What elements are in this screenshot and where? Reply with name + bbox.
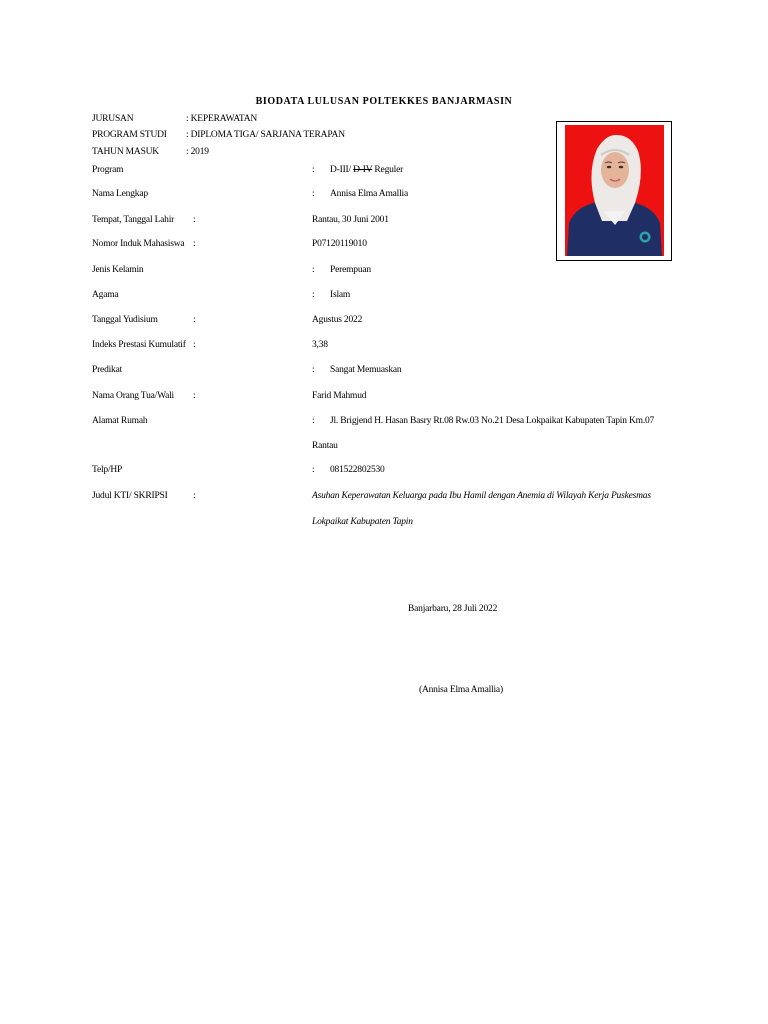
agama-value: Islam bbox=[330, 290, 351, 300]
program-studi-value: : DIPLOMA TIGA/ SARJANA TERAPAN bbox=[186, 130, 345, 140]
student-photo bbox=[565, 125, 664, 256]
judul-value: Asuhan Keperawatan Keluarga pada Ibu Hamil dengan Anemia di Wilayah Kerja Puskesmas bbox=[312, 491, 651, 501]
tanggal-yudisium-value: Agustus 2022 bbox=[312, 315, 363, 325]
tanggal-yudisium-label: Tanggal Yudisium bbox=[92, 315, 158, 325]
jenis-kelamin-value: Perempuan bbox=[330, 265, 371, 275]
telp-colon: : bbox=[312, 465, 315, 475]
jenis-kelamin-label: Jenis Kelamin bbox=[92, 265, 144, 275]
nama-lengkap-value: Annisa Elma Amallia bbox=[330, 189, 408, 199]
program-value-d3: D-III/ bbox=[330, 165, 351, 175]
nim-value: P07120119010 bbox=[312, 239, 367, 249]
nama-lengkap-label: Nama Lengkap bbox=[92, 189, 148, 199]
ttl-colon: : bbox=[193, 215, 196, 225]
telp-value: 081522802530 bbox=[330, 465, 385, 475]
agama-colon: : bbox=[312, 290, 315, 300]
program-label: Program bbox=[92, 165, 124, 175]
predikat-value: Sangat Memuaskan bbox=[330, 365, 402, 375]
signature-place-date: Banjarbaru, 28 Juli 2022 bbox=[408, 604, 498, 614]
signature-name: (Annisa Elma Amallia) bbox=[419, 685, 503, 695]
orang-tua-colon: : bbox=[193, 391, 196, 401]
jurusan-value: : KEPERAWATAN bbox=[186, 114, 258, 124]
telp-label: Telp/HP bbox=[92, 465, 123, 475]
jurusan-label: JURUSAN bbox=[92, 114, 134, 124]
judul-value-line2: Lokpaikat Kabupaten Tapin bbox=[312, 517, 413, 527]
ipk-label: Indeks Prestasi Kumulatif bbox=[92, 340, 186, 350]
predikat-label: Predikat bbox=[92, 365, 123, 375]
tahun-masuk-label: TAHUN MASUK bbox=[92, 147, 159, 157]
tahun-masuk-value: : 2019 bbox=[186, 147, 209, 157]
tanggal-yudisium-colon: : bbox=[193, 315, 196, 325]
orang-tua-label: Nama Orang Tua/Wali bbox=[92, 391, 174, 401]
program-colon: : bbox=[312, 165, 315, 175]
program-value-d4-struck: D-IV bbox=[353, 165, 373, 175]
program-value-reguler: Reguler bbox=[374, 165, 404, 175]
alamat-value-line2: Rantau bbox=[312, 441, 338, 451]
judul-colon: : bbox=[193, 491, 196, 501]
predikat-colon: : bbox=[312, 365, 315, 375]
ipk-colon: : bbox=[193, 340, 196, 350]
orang-tua-value: Farid Mahmud bbox=[312, 391, 367, 401]
alamat-value: Jl. Brigjend H. Hasan Basry Rt.08 Rw.03 No.21 Desa Lokpaikat Kabupaten Tapin Km.07 bbox=[330, 416, 655, 426]
agama-label: Agama bbox=[92, 290, 119, 300]
program-studi-label: PROGRAM STUDI bbox=[92, 130, 167, 140]
jenis-kelamin-colon: : bbox=[312, 265, 315, 275]
document-title: BIODATA LULUSAN POLTEKKES BANJARMASIN bbox=[255, 96, 513, 107]
ttl-label: Tempat, Tanggal Lahir bbox=[92, 215, 175, 225]
program-value bbox=[330, 164, 403, 176]
ttl-value: Rantau, 30 Juni 2001 bbox=[312, 215, 389, 225]
nim-colon: : bbox=[193, 239, 196, 249]
judul-label: Judul KTI/ SKRIPSI bbox=[92, 491, 168, 501]
ipk-value: 3,38 bbox=[312, 340, 328, 350]
alamat-label: Alamat Rumah bbox=[92, 416, 148, 426]
nama-lengkap-colon: : bbox=[312, 189, 315, 199]
alamat-colon: : bbox=[312, 416, 315, 426]
nim-label: Nomor Induk Mahasiswa bbox=[92, 239, 185, 249]
